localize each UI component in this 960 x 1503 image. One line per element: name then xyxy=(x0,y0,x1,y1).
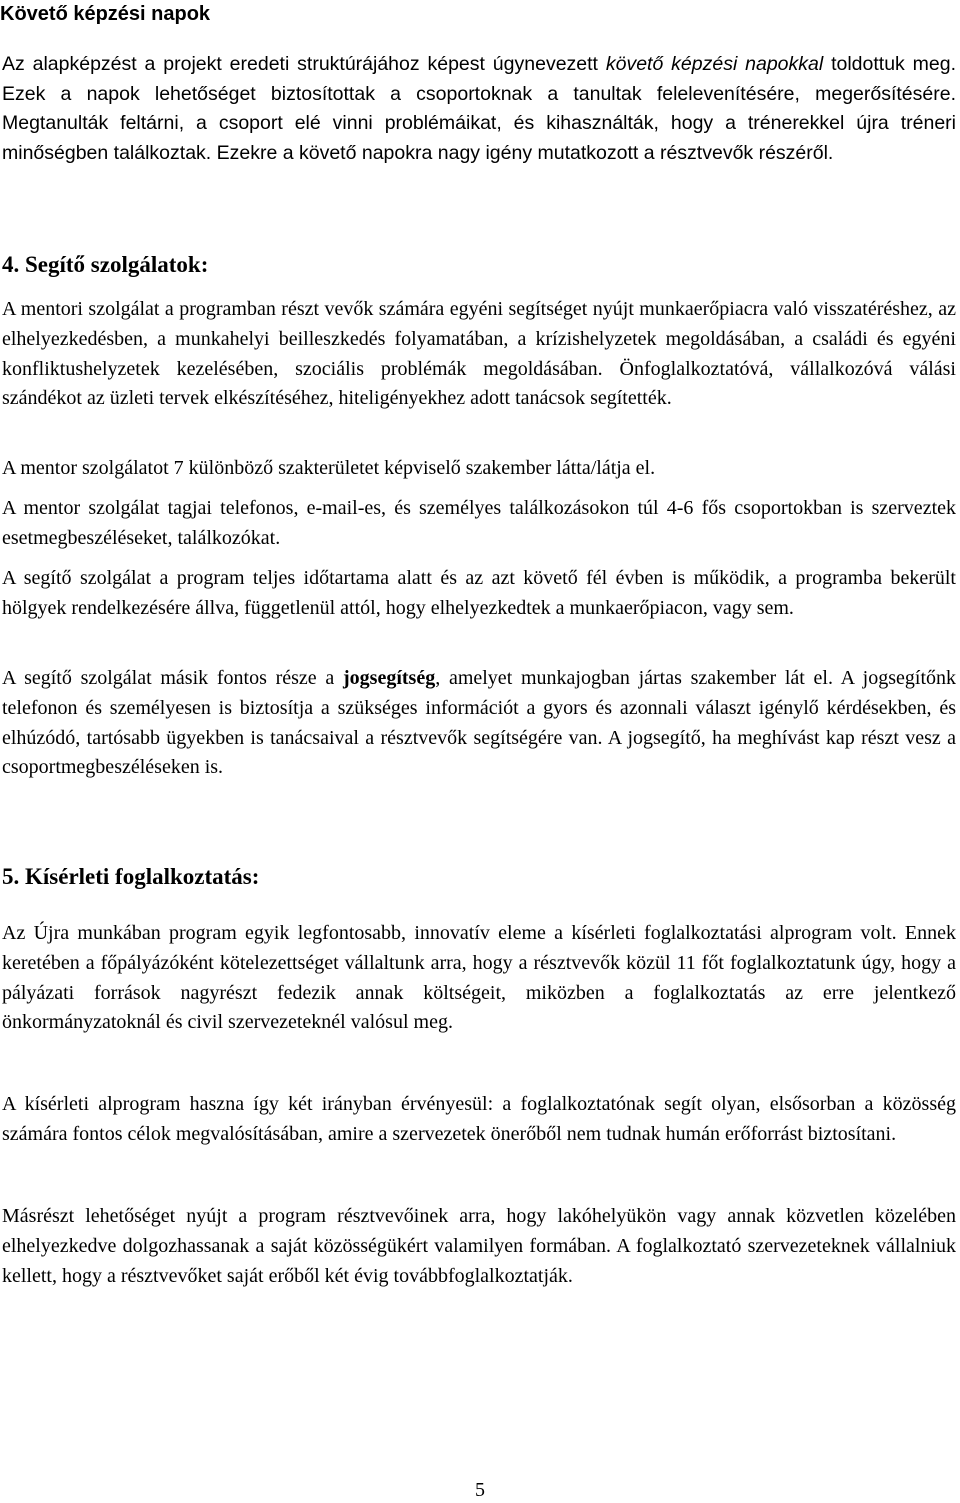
legal-aid-text-start: A segítő szolgálat másik fontos része a xyxy=(2,667,344,689)
participant-opportunity-paragraph: Másrészt lehetőséget nyújt a program résztvevőinek arra, hogy lakóhelyükön vagy annak közvetlen közelében elhelyezkedve dolgozhassanak a saját közösségükért valamilyen formában. A foglalkoztató szervezeteknek vállalniuk kellett, hogy a résztvevőket saját erőből két évig továbbfoglalkoztatják. xyxy=(2,1205,956,1287)
follow-up-paragraph xyxy=(2,50,956,168)
legal-aid-bold-term: jogsegítség xyxy=(343,667,436,689)
mentor-specialists-paragraph: A mentor szolgálatot 7 különböző szakterületet képviselő szakember látta/látja el. xyxy=(2,457,656,479)
support-duration-paragraph: A segítő szolgálat a program teljes időtartama alatt és az azt követő fél évben is működik, a programba bekerült hölgyek rendelkezésére állva, függetlenül attól, hogy elhelyezkedtek a munkaerőpiacon, vagy sem. xyxy=(2,567,956,619)
legal-aid-text-end: , amelyet munkajogban jártas szakember lát el. A jogsegítőnk telefonon és személyesen is biztosítja a szükséges információt a gyors és azonnali választ igénylő kérdésekben, és elhúzódó, tartósabb ügyekben is tanácsaival a résztvevők segítségére van. A jogsegítő, ha meghívást kap részt vesz a csoportmegbeszéléseken is. xyxy=(2,667,957,779)
follow-up-italic-term: követő képzési napokkal xyxy=(605,53,824,75)
page-number: 5 xyxy=(475,1479,485,1501)
mentor-service-paragraph: A mentori szolgálat a programban részt vevők számára egyéni segítséget nyújt munkaerőpiacra való visszatéréshez, az elhelyezkedésben, a munkahelyi beilleszkedés folyamatában, a krízishelyzetek megoldásában, a családi és egyéni konfliktushelyzetek kezelésében, szociális problémák megoldásában. Önfoglalkoztatóvá, vállalkozóvá válási szándékot az üzleti tervek elkészítéséhez, hiteligényekhez adott tanácsok segítették. xyxy=(2,298,956,410)
section-5-heading: 5. Kísérleti foglalkoztatás: xyxy=(2,864,260,889)
section-4-heading: 4. Segítő szolgálatok: xyxy=(2,252,209,277)
follow-up-text-start: Az alapképzést a projekt eredeti struktúrájához képest úgynevezett xyxy=(2,53,606,75)
legal-aid-paragraph xyxy=(2,664,956,783)
employment-program-paragraph: Az Újra munkában program egyik legfontosabb, innovatív eleme a kísérleti foglalkoztatási alprogram volt. Ennek keretében a főpályázóként kötelezettséget vállaltunk arra, hogy a résztvevők közül 11 főt foglalkoztatunk úgy, hogy a pályázati források nagyrészt fedezik annak költségeit, miközben a foglalkoztatás az erre jelentkező önkormányzatoknál és civil szervezeteknél valósul meg. xyxy=(2,922,956,1034)
mentor-meetings-paragraph: A mentor szolgálat tagjai telefonos, e-mail-es, és személyes találkozásokon túl 4-6 fős csoportokban is szerveztek esetmegbeszéléseket, találkozókat. xyxy=(2,497,956,549)
program-benefit-paragraph: A kísérleti alprogram haszna így két irányban érvényesül: a foglalkoztatónak segít olyan, elsősorban a közösség számára fontos célok megvalósításában, amire a szervezetek önerőből nem tudnak humán erőforrást biztosítani. xyxy=(2,1093,956,1145)
follow-up-text-end: toldottuk meg. Ezek a napok lehetőséget biztosítottak a csoportoknak a tanultak felelevenítésére, megerősítésére. Megtanulták feltárni, a csoport elé vinni problémáikat, és kihasználták, hogy a trénerekkel újra tréneri minőségben találkoztak. Ezekre a követő napokra nagy igény mutatkozott a résztvevők részéről. xyxy=(2,53,957,164)
follow-up-heading: Követő képzési napok xyxy=(0,3,211,25)
